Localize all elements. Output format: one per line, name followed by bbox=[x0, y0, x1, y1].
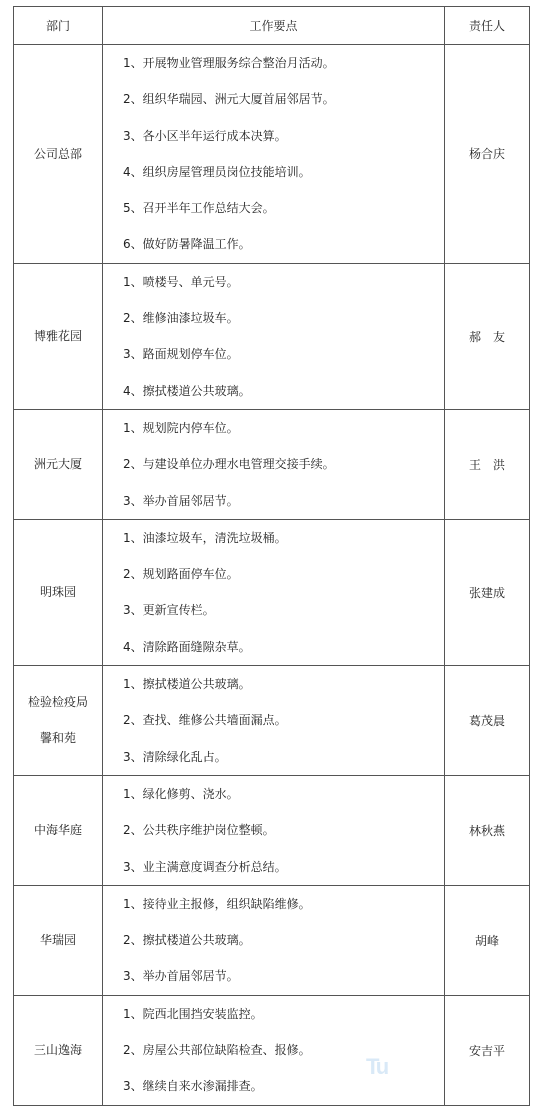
tasks-cell bbox=[103, 995, 445, 1105]
dept-cell bbox=[14, 775, 103, 885]
table-row bbox=[14, 775, 530, 885]
dept-cell bbox=[14, 995, 103, 1105]
header-row bbox=[14, 7, 530, 45]
work-plan-table bbox=[13, 6, 530, 1106]
task-item: 3、业主满意度调查分析总结。 bbox=[123, 859, 287, 874]
tasks-cell bbox=[103, 775, 445, 885]
task-item: 2、房屋公共部位缺陷检查、报修。 bbox=[123, 1043, 311, 1058]
table-row bbox=[14, 666, 530, 776]
dept-name: 公司总部 bbox=[33, 146, 82, 161]
task-item: 3、路面规划停车位。 bbox=[123, 347, 239, 362]
dept-name: 华瑞园 bbox=[39, 933, 76, 948]
responsible-person: 葛茂晨 bbox=[445, 666, 530, 776]
dept-cell bbox=[14, 519, 103, 665]
responsible-person: 安吉平 bbox=[445, 995, 530, 1105]
header-tasks: 工作要点 bbox=[103, 7, 445, 45]
tasks-cell bbox=[103, 885, 445, 995]
responsible-person: 王 洪 bbox=[445, 409, 530, 519]
table-row bbox=[14, 45, 530, 264]
dept-name: 明珠园 bbox=[39, 585, 76, 600]
dept-name: 检验检疫局 bbox=[27, 695, 88, 710]
table-row bbox=[14, 263, 530, 409]
dept-cell bbox=[14, 45, 103, 264]
task-item: 1、擦拭楼道公共玻璃。 bbox=[123, 677, 251, 692]
header-dept: 部门 bbox=[14, 7, 103, 45]
responsible-person: 胡峰 bbox=[445, 885, 530, 995]
table-body bbox=[14, 7, 530, 1106]
table-row bbox=[14, 995, 530, 1105]
dept-cell bbox=[14, 409, 103, 519]
tasks-cell bbox=[103, 263, 445, 409]
task-item: 1、规划院内停车位。 bbox=[123, 420, 239, 435]
task-item: 4、组织房屋管理员岗位技能培训。 bbox=[123, 164, 311, 179]
dept-cell bbox=[14, 666, 103, 776]
dept-name: 馨和苑 bbox=[39, 731, 76, 746]
task-item: 2、查找、维修公共墙面漏点。 bbox=[123, 713, 287, 728]
task-item: 1、接待业主报修，组织缺陷维修。 bbox=[123, 896, 311, 911]
tasks-cell bbox=[103, 45, 445, 264]
table-row bbox=[14, 519, 530, 665]
task-item: 4、擦拭楼道公共玻璃。 bbox=[123, 383, 251, 398]
header-responsible: 责任人 bbox=[445, 7, 530, 45]
dept-name: 中海华庭 bbox=[33, 823, 82, 838]
task-item: 2、组织华瑞园、洲元大厦首届邻居节。 bbox=[123, 92, 335, 107]
tasks-cell bbox=[103, 409, 445, 519]
responsible-person: 林秋燕 bbox=[445, 775, 530, 885]
task-item: 3、举办首届邻居节。 bbox=[123, 493, 239, 508]
task-item: 1、喷楼号、单元号。 bbox=[123, 274, 239, 289]
task-item: 4、清除路面缝隙杂草。 bbox=[123, 639, 251, 654]
responsible-person: 郝 友 bbox=[445, 263, 530, 409]
task-item: 2、与建设单位办理水电管理交接手续。 bbox=[123, 457, 335, 472]
tasks-cell bbox=[103, 666, 445, 776]
table-row bbox=[14, 409, 530, 519]
task-item: 3、继续自来水渗漏排查。 bbox=[123, 1079, 263, 1094]
task-item: 2、规划路面停车位。 bbox=[123, 567, 239, 582]
task-item: 1、开展物业管理服务综合整治月活动。 bbox=[123, 56, 335, 70]
task-item: 1、绿化修剪、浇水。 bbox=[123, 786, 239, 801]
task-item: 6、做好防暑降温工作。 bbox=[123, 237, 251, 252]
dept-name: 三山逸海 bbox=[33, 1043, 82, 1058]
watermark-logo: Tu bbox=[366, 1054, 388, 1079]
task-item: 3、更新宣传栏。 bbox=[123, 603, 215, 618]
task-item: 2、维修油漆垃圾车。 bbox=[123, 311, 239, 326]
tasks-cell bbox=[103, 519, 445, 665]
responsible-person: 张建成 bbox=[445, 519, 530, 665]
dept-name: 博雅花园 bbox=[33, 329, 82, 344]
dept-name: 洲元大厦 bbox=[33, 457, 82, 472]
dept-cell bbox=[14, 885, 103, 995]
task-item: 1、院西北围挡安装监控。 bbox=[123, 1006, 263, 1021]
dept-cell bbox=[14, 263, 103, 409]
table-row bbox=[14, 885, 530, 995]
responsible-person: 杨合庆 bbox=[445, 45, 530, 264]
task-item: 3、清除绿化乱占。 bbox=[123, 749, 227, 764]
task-item: 3、各小区半年运行成本决算。 bbox=[123, 128, 287, 143]
task-item: 1、油漆垃圾车，清洗垃圾桶。 bbox=[123, 530, 287, 545]
task-item: 2、擦拭楼道公共玻璃。 bbox=[123, 933, 251, 948]
task-item: 5、召开半年工作总结大会。 bbox=[123, 201, 275, 216]
task-item: 2、公共秩序维护岗位整顿。 bbox=[123, 823, 275, 838]
task-item: 3、举办首届邻居节。 bbox=[123, 969, 239, 984]
